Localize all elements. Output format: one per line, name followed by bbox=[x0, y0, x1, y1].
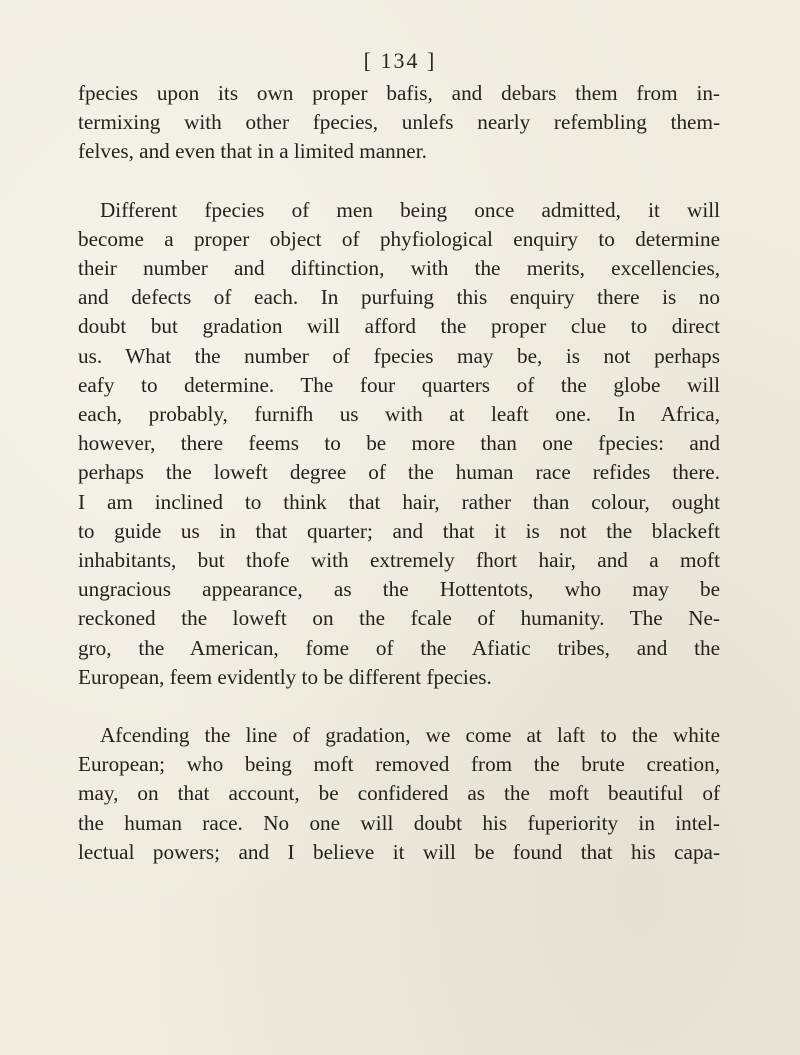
text-line: their number and diftinction, with the merits, excellencies, bbox=[78, 256, 720, 281]
text-line: to guide us in that quarter; and that it is not the blackeft bbox=[78, 518, 720, 543]
text-line: Different fpecies of men being once admitted, it will bbox=[100, 197, 720, 222]
text-line: the human race. No one will doubt his fuperiority in intel- bbox=[78, 810, 720, 835]
text-line: however, there feems to be more than one fpecies: and bbox=[78, 431, 720, 456]
text-line: eafy to determine. The four quarters of the globe will bbox=[78, 372, 720, 397]
text-line: ungracious appearance, as the Hottentots, who may be bbox=[78, 577, 720, 602]
text-line: each, probably, furnifh us with at leaft one. In Africa, bbox=[78, 402, 720, 427]
text-line: us. What the number of fpecies may be, is not perhaps bbox=[78, 343, 720, 368]
text-line: European, feem evidently to be different fpecies. bbox=[78, 664, 492, 689]
page-number: [ 134 ] bbox=[363, 48, 437, 73]
paragraph-1 bbox=[78, 79, 720, 167]
text-line: gro, the American, fome of the Afiatic tribes, and the bbox=[78, 635, 720, 660]
text-line: European; who being moft removed from the brute creation, bbox=[78, 752, 720, 777]
text-line: Afcending the line of gradation, we come at laft to the white bbox=[100, 723, 720, 748]
text-line: may, on that account, be confidered as the moft beautiful of bbox=[78, 781, 720, 806]
text-line: felves, and even that in a limited manner. bbox=[78, 139, 427, 164]
text-line: I am inclined to think that hair, rather than colour, ought bbox=[78, 489, 720, 514]
paragraph-3 bbox=[78, 721, 720, 867]
body-text bbox=[78, 79, 720, 867]
text-line: fpecies upon its own proper bafis, and debars them from in- bbox=[78, 81, 720, 105]
text-line: inhabitants, but thofe with extremely fhort hair, and a moft bbox=[78, 548, 720, 573]
text-line: termixing with other fpecies, unlefs nearly refembling them- bbox=[78, 110, 720, 135]
text-line: perhaps the loweft degree of the human race refides there. bbox=[78, 460, 720, 485]
text-line: lectual powers; and I believe it will be found that his capa- bbox=[78, 839, 720, 864]
text-line: and defects of each. In purfuing this enquiry there is no bbox=[78, 285, 720, 310]
paragraph-2 bbox=[78, 196, 720, 692]
text-line: become a proper object of phyfiological enquiry to determine bbox=[78, 226, 720, 251]
text-line: doubt but gradation will afford the proper clue to direct bbox=[78, 314, 720, 339]
text-line: reckoned the loweft on the fcale of humanity. The Ne- bbox=[78, 606, 720, 631]
